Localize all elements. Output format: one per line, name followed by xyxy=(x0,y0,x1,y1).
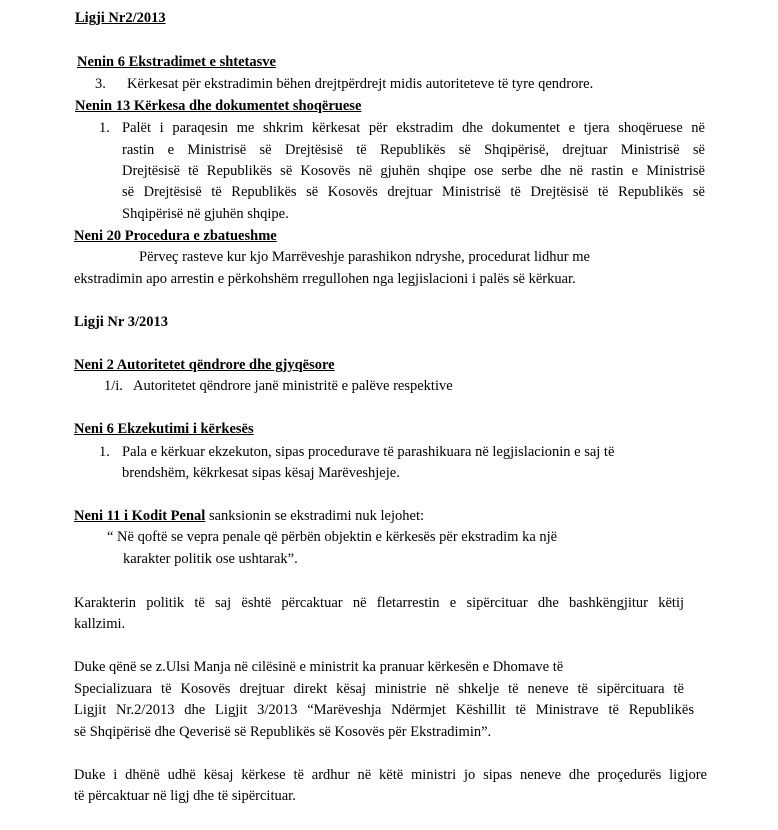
paragraph-minister-line: Duke qënë se z.Ulsi Manja në cilësinë e ministrit ka pranuar kërkesën e Dhomave të xyxy=(74,659,564,675)
paragraph-minister-line: së Shqipërisë dhe Qeverisë së Republikës së Kosovës për Ekstradimin”. xyxy=(74,724,492,740)
article-6-execution-heading: Neni 6 Ekzekutimi i kërkesës xyxy=(74,421,254,437)
law-title-3-2013: Ligji Nr 3/2013 xyxy=(74,314,168,330)
article-11-quote-line: “ Në qoftë se vepra penale që përbën objektin e kërkesës për ekstradim ka një xyxy=(107,529,558,545)
article-20-line: Përveç rasteve kur kjo Marrëveshje parashikon ndryshe, procedurat lidhur me xyxy=(139,249,590,265)
article-13-heading: Nenin 13 Kërkesa dhe dokumentet shoqëruese xyxy=(75,98,362,114)
article-11-heading: Neni 11 i Kodit Penal xyxy=(74,508,206,524)
article-20-heading: Neni 20 Procedura e zbatueshme xyxy=(74,228,277,244)
article-13-line: Palët i paraqesin me shkrim kërkesat për ekstradim dhe dokumentet e tjera shoqëruese në xyxy=(122,120,705,136)
article-6-item-text: Kërkesat për ekstradimin bëhen drejtpërdrejt midis autoriteteve të tyre qendrore. xyxy=(127,76,594,92)
article-11-quote-line: karakter politik ose ushtarak”. xyxy=(123,551,298,567)
article-2-item-text: Autoritetet qëndrore janë ministritë e palëve respektive xyxy=(133,378,453,394)
article-6-execution-item-number: 1. xyxy=(99,444,110,460)
article-13-line: Shqipërisë në gjuhën shqipe. xyxy=(122,206,289,222)
article-20-line: ekstradimin apo arrestin e përkohshëm rregullohen nga legjislacioni i palës së kërkuar. xyxy=(74,271,576,287)
paragraph-political-character-line: Karakterin politik të saj është përcaktuar në fletarrestin e sipërcituar dhe bashkëngjitur këtij xyxy=(74,595,684,611)
paragraph-minister-line: Specializuara të Kosovës drejtuar direkt kësaj ministrie në shkelje të neneve të sipërcituara të xyxy=(74,681,684,697)
article-11-rest: sanksionin se ekstradimi nuk lejohet: xyxy=(205,508,425,524)
law-title-2-2013: Ligji Nr2/2013 xyxy=(75,10,166,26)
paragraph-closing-line: Duke i dhënë udhë kësaj kërkese të ardhur në këtë ministri jo sipas neneve dhe proçedurës ligjore xyxy=(74,767,707,783)
article-6-execution-line: brendshëm, këkrkesat sipas kësaj Marëveshjeje. xyxy=(122,465,400,481)
article-2-heading: Neni 2 Autoritetet qëndrore dhe gjyqësore xyxy=(74,357,335,373)
article-13-line: rastin e Ministrisë së Drejtësisë të Republikës së Shqipërisë, drejtuar Ministrisë së xyxy=(122,142,705,158)
article-6-heading: Nenin 6 Ekstradimet e shtetasve xyxy=(77,54,276,70)
article-13-line: Drejtësisë të Republikës së Kosovës në gjuhën shqipe ose serbe dhe në rastin e Ministrisë xyxy=(122,163,705,179)
article-6-item-number: 3. xyxy=(95,76,106,92)
article-13-line: së Drejtësisë të Republikës së Kosovës drejtuar Ministrisë të Drejtësisë të Republikës së xyxy=(122,184,705,200)
article-6-execution-line: Pala e kërkuar ekzekuton, sipas procedurave të parashikuara në legjislacionin e saj të xyxy=(122,444,615,460)
article-13-item-number: 1. xyxy=(99,120,110,136)
paragraph-closing-line: të përcaktuar në ligj dhe të sipërcituar. xyxy=(74,788,296,804)
paragraph-political-character-line: kallzimi. xyxy=(74,616,126,632)
paragraph-minister-line: Ligjit Nr.2/2013 dhe Ligjit 3/2013 “Marëveshja Ndërmjet Këshillit të Ministrave të Republikës xyxy=(74,702,694,718)
article-2-item-number: 1/i. xyxy=(104,378,123,394)
article-11-line xyxy=(74,506,424,526)
